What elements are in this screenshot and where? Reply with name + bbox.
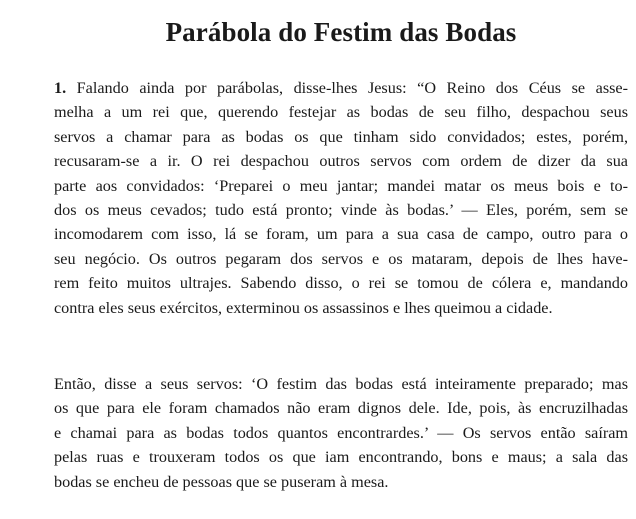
paragraph-line: dos os meus cevados; tudo está pronto; vinde às bodas.’ — Eles, porém, sem se: [54, 201, 628, 220]
paragraph-line: bodas se encheu de pessoas que se puseram à mesa.: [54, 472, 389, 491]
paragraph-line: pelas ruas e trouxeram todos os que iam encontrando, bons e maus; a sala das: [54, 448, 628, 467]
paragraph-line: parte aos convidados: ‘Preparei o meu jantar; mandei matar os meus bois e to-: [54, 176, 628, 195]
paragraph-2: [54, 372, 628, 494]
paragraph-1: [54, 76, 628, 320]
paragraph-line: incomodarem com isso, lá se foram, um para a sua casa de campo, outro para o: [54, 225, 628, 244]
paragraph-line: rem feito muitos ultrajes. Sabendo disso, o rei se tomou de cólera e, mandando: [54, 274, 628, 293]
paragraph-number: 1.: [54, 79, 67, 97]
paragraph-line: servos a chamar para as bodas os que tinham sido convidados; estes, porém,: [54, 127, 628, 146]
document-page: [54, 0, 628, 491]
paragraph-line: Então, disse a seus servos: ‘O festim das bodas está inteiramente preparado; mas: [54, 375, 628, 393]
paragraph-line: os que para ele foram chamados não eram dignos dele. Ide, pois, às encruzilhadas: [54, 399, 628, 418]
page-title: Parábola do Festim das Bodas: [165, 17, 517, 47]
paragraph-line: e chamai para as bodas todos quantos encontrardes.’ — Os servos então saíram: [54, 423, 628, 442]
paragraph-line: melha a um rei que, querendo festejar as bodas de seu filho, despachou seus: [54, 103, 628, 122]
paragraph-line: 1. Falando ainda por parábolas, disse-lhes Jesus: “O Reino dos Céus se asse-: [54, 79, 628, 97]
paragraph-line: contra eles seus exércitos, exterminou os assassinos e lhes queimou a cidade.: [54, 298, 553, 317]
paragraph-line: recusaram-se a ir. O rei despachou outros servos com ordem de dizer da sua: [54, 152, 628, 171]
paragraph-line: seu negócio. Os outros pegaram dos servos e os mataram, depois de lhes have-: [54, 249, 628, 268]
